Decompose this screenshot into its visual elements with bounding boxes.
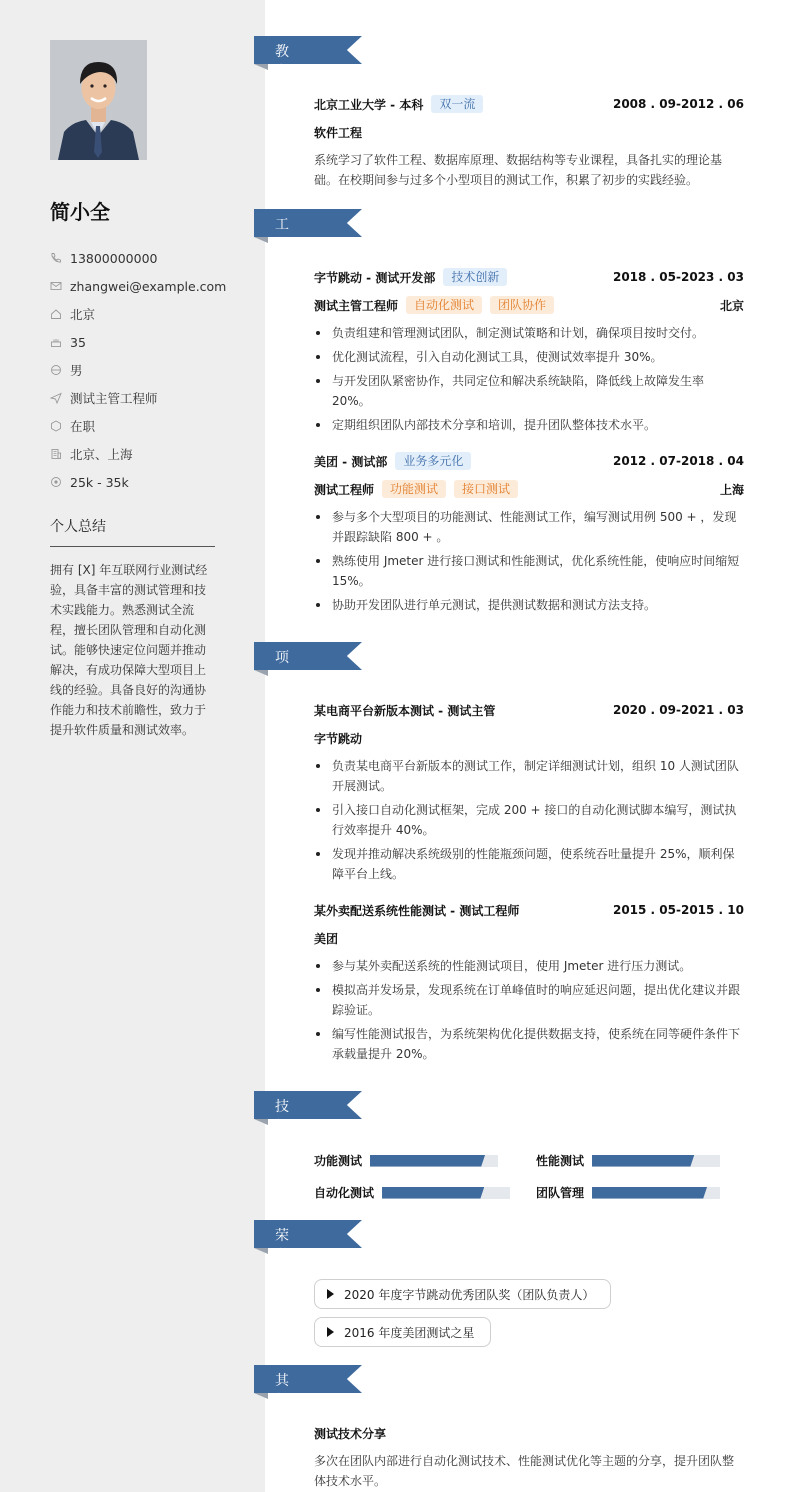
list-item: 发现并推动解决系统级别的性能瓶颈问题，使系统吞吐量提升 25%，顺利保障平台上线。 [314,844,744,884]
target-city-value: 北京、上海 [70,447,133,462]
summary-title: 个人总结 [50,516,215,547]
info-gender [50,356,226,384]
skill-bar [382,1187,510,1199]
project-bullets [314,956,744,1064]
school-tag: 双一流 [431,95,483,113]
work-company: 美团 - 测试部 [314,454,388,469]
skill-bar-fill [370,1155,485,1167]
age-value: 35 [70,334,86,350]
info-location [50,300,226,328]
salary-value: 25k - 35k [70,474,129,490]
avatar [50,40,147,160]
project-company: 美团 [314,931,339,946]
play-icon [327,1289,334,1299]
info-status [50,412,226,440]
info-phone [50,244,226,272]
work-city: 上海 [719,482,744,497]
money-icon [50,476,62,488]
other-title: 测试技术分享 [314,1426,387,1441]
phone-value: 13800000000 [70,250,158,266]
work-block-1 [314,267,744,439]
project-period: 2020 . 09-2021 . 03 [612,703,744,717]
work-block-2 [314,451,744,619]
work-period: 2018 . 05-2023 . 03 [612,270,744,284]
list-item: 负责某电商平台新版本的测试工作，制定详细测试计划，组织 10 人测试团队开展测试。 [314,756,744,796]
send-icon [50,392,62,404]
education-block [314,94,744,190]
list-item: 引入接口自动化测试框架，完成 200 + 接口的自动化测试脚本编写，测试执行效率提升 40%。 [314,800,744,840]
project-bullets [314,756,744,884]
role-tag: 功能测试 [382,480,446,498]
age-icon [50,336,62,348]
list-item: 与开发团队紧密协作，共同定位和解决系统缺陷，降低线上故障发生率 20%。 [314,371,744,411]
skill-bar [370,1155,498,1167]
work-company-tag: 业务多元化 [395,452,471,470]
section-title-awards: 荣誉奖项 [275,1228,289,1304]
project-block-1 [314,700,744,888]
skill-name: 性能测试 [536,1154,585,1168]
list-item: 定期组织团队内部技术分享和培训，提升团队整体技术水平。 [314,415,744,435]
skill-item [314,1184,510,1201]
gender-icon [50,364,62,376]
skill-bar [592,1187,720,1199]
list-item: 参与多个大型项目的功能测试、性能测试工作，编写测试用例 500 + ，发现并跟踪缺陷 800 + 。 [314,507,744,547]
section-title-work: 工作经历 [275,217,289,293]
section-title-other: 其他信息 [275,1373,289,1449]
location-value: 北京 [70,307,96,322]
home-icon [50,308,62,320]
sidebar [0,0,265,1492]
work-bullets [314,507,744,615]
project-title: 某电商平台新版本测试 - 测试主管 [314,703,496,718]
project-company: 字节跳动 [314,731,363,746]
award-item[interactable] [314,1317,491,1347]
work-role: 测试工程师 [314,482,375,497]
portrait-image [50,40,147,160]
skill-item [536,1152,720,1169]
list-item: 熟练使用 Jmeter 进行接口测试和性能测试，优化系统性能，使响应时间缩短 15%。 [314,551,744,591]
work-company: 字节跳动 - 测试开发部 [314,270,436,285]
role-tag: 接口测试 [454,480,518,498]
list-item: 模拟高并发场景，发现系统在订单峰值时的响应延迟问题，提出优化建议并跟踪验证。 [314,980,744,1020]
info-position [50,384,226,412]
award-label: 2020 年度字节跳动优秀团队奖（团队负责人） [344,1287,595,1302]
list-item: 编写性能测试报告，为系统架构优化提供数据支持，使系统在同等硬件条件下承载量提升 20%。 [314,1024,744,1064]
project-period: 2015 . 05-2015 . 10 [612,903,744,917]
building-icon [50,448,62,460]
mail-icon [50,280,62,292]
phone-icon [50,252,62,264]
skill-name: 功能测试 [314,1154,363,1168]
section-title-projects: 项目经历 [275,650,289,726]
work-company-tag: 技术创新 [443,268,507,286]
award-label: 2016 年度美团测试之星 [344,1325,475,1340]
section-title-education: 教育经历 [275,44,289,120]
skill-name: 团队管理 [536,1186,585,1200]
info-email [50,272,226,300]
project-block-2 [314,900,744,1068]
summary-text: 拥有 [X] 年互联网行业测试经验，具备丰富的测试管理和技术实践能力。熟悉测试全流程，擅长团队管理和自动化测试。能够快速定位问题并推动解决，有成功保障大型项目上线的经验。具备良好的沟通协作能力和技术前瞻性，致力于提升软件质量和测试效率。 [50,563,208,737]
project-title: 某外卖配送系统性能测试 - 测试工程师 [314,903,520,918]
list-item: 负责组建和管理测试团队，制定测试策略和计划，确保项目按时交付。 [314,323,744,343]
list-item: 协助开发团队进行单元测试，提供测试数据和测试方法支持。 [314,595,744,615]
skill-bar-fill [592,1187,707,1199]
email-value: zhangwei@example.com [70,278,227,294]
work-period: 2012 . 07-2018 . 04 [612,454,744,468]
award-item[interactable] [314,1279,611,1309]
skill-bar [592,1155,720,1167]
work-role: 测试主管工程师 [314,298,399,313]
skill-item [536,1184,720,1201]
contact-info-list [50,244,226,496]
status-icon [50,420,62,432]
list-item: 优化测试流程，引入自动化测试工具，使测试效率提升 30%。 [314,347,744,367]
education-major: 软件工程 [314,125,363,140]
info-salary [50,468,226,496]
role-tag: 自动化测试 [406,296,482,314]
status-value: 在职 [70,419,96,434]
gender-value: 男 [70,363,83,378]
play-icon [327,1327,334,1337]
role-tag: 团队协作 [490,296,554,314]
skill-item [314,1152,498,1169]
work-city: 北京 [719,298,744,313]
work-bullets [314,323,744,435]
other-desc: 多次在团队内部进行自动化测试技术、性能测试优化等主题的分享，提升团队整体技术水平。 [314,1454,735,1488]
info-age [50,328,226,356]
candidate-name: 简小全 [50,200,110,224]
education-desc: 系统学习了软件工程、数据库原理、数据结构等专业课程，具备扎实的理论基础。在校期间参与过多个小型项目的测试工作，积累了初步的实践经验。 [314,153,723,187]
position-value: 测试主管工程师 [70,391,158,406]
skill-bar-fill [592,1155,694,1167]
education-period: 2008 . 09-2012 . 06 [612,97,744,111]
other-block [314,1423,744,1491]
info-target-city [50,440,226,468]
skill-bar-fill [382,1187,484,1199]
list-item: 参与某外卖配送系统的性能测试项目，使用 Jmeter 进行压力测试。 [314,956,744,976]
skill-name: 自动化测试 [314,1186,375,1200]
section-title-skills: 技能专长 [275,1099,289,1175]
school-name: 北京工业大学 - 本科 [314,97,424,112]
